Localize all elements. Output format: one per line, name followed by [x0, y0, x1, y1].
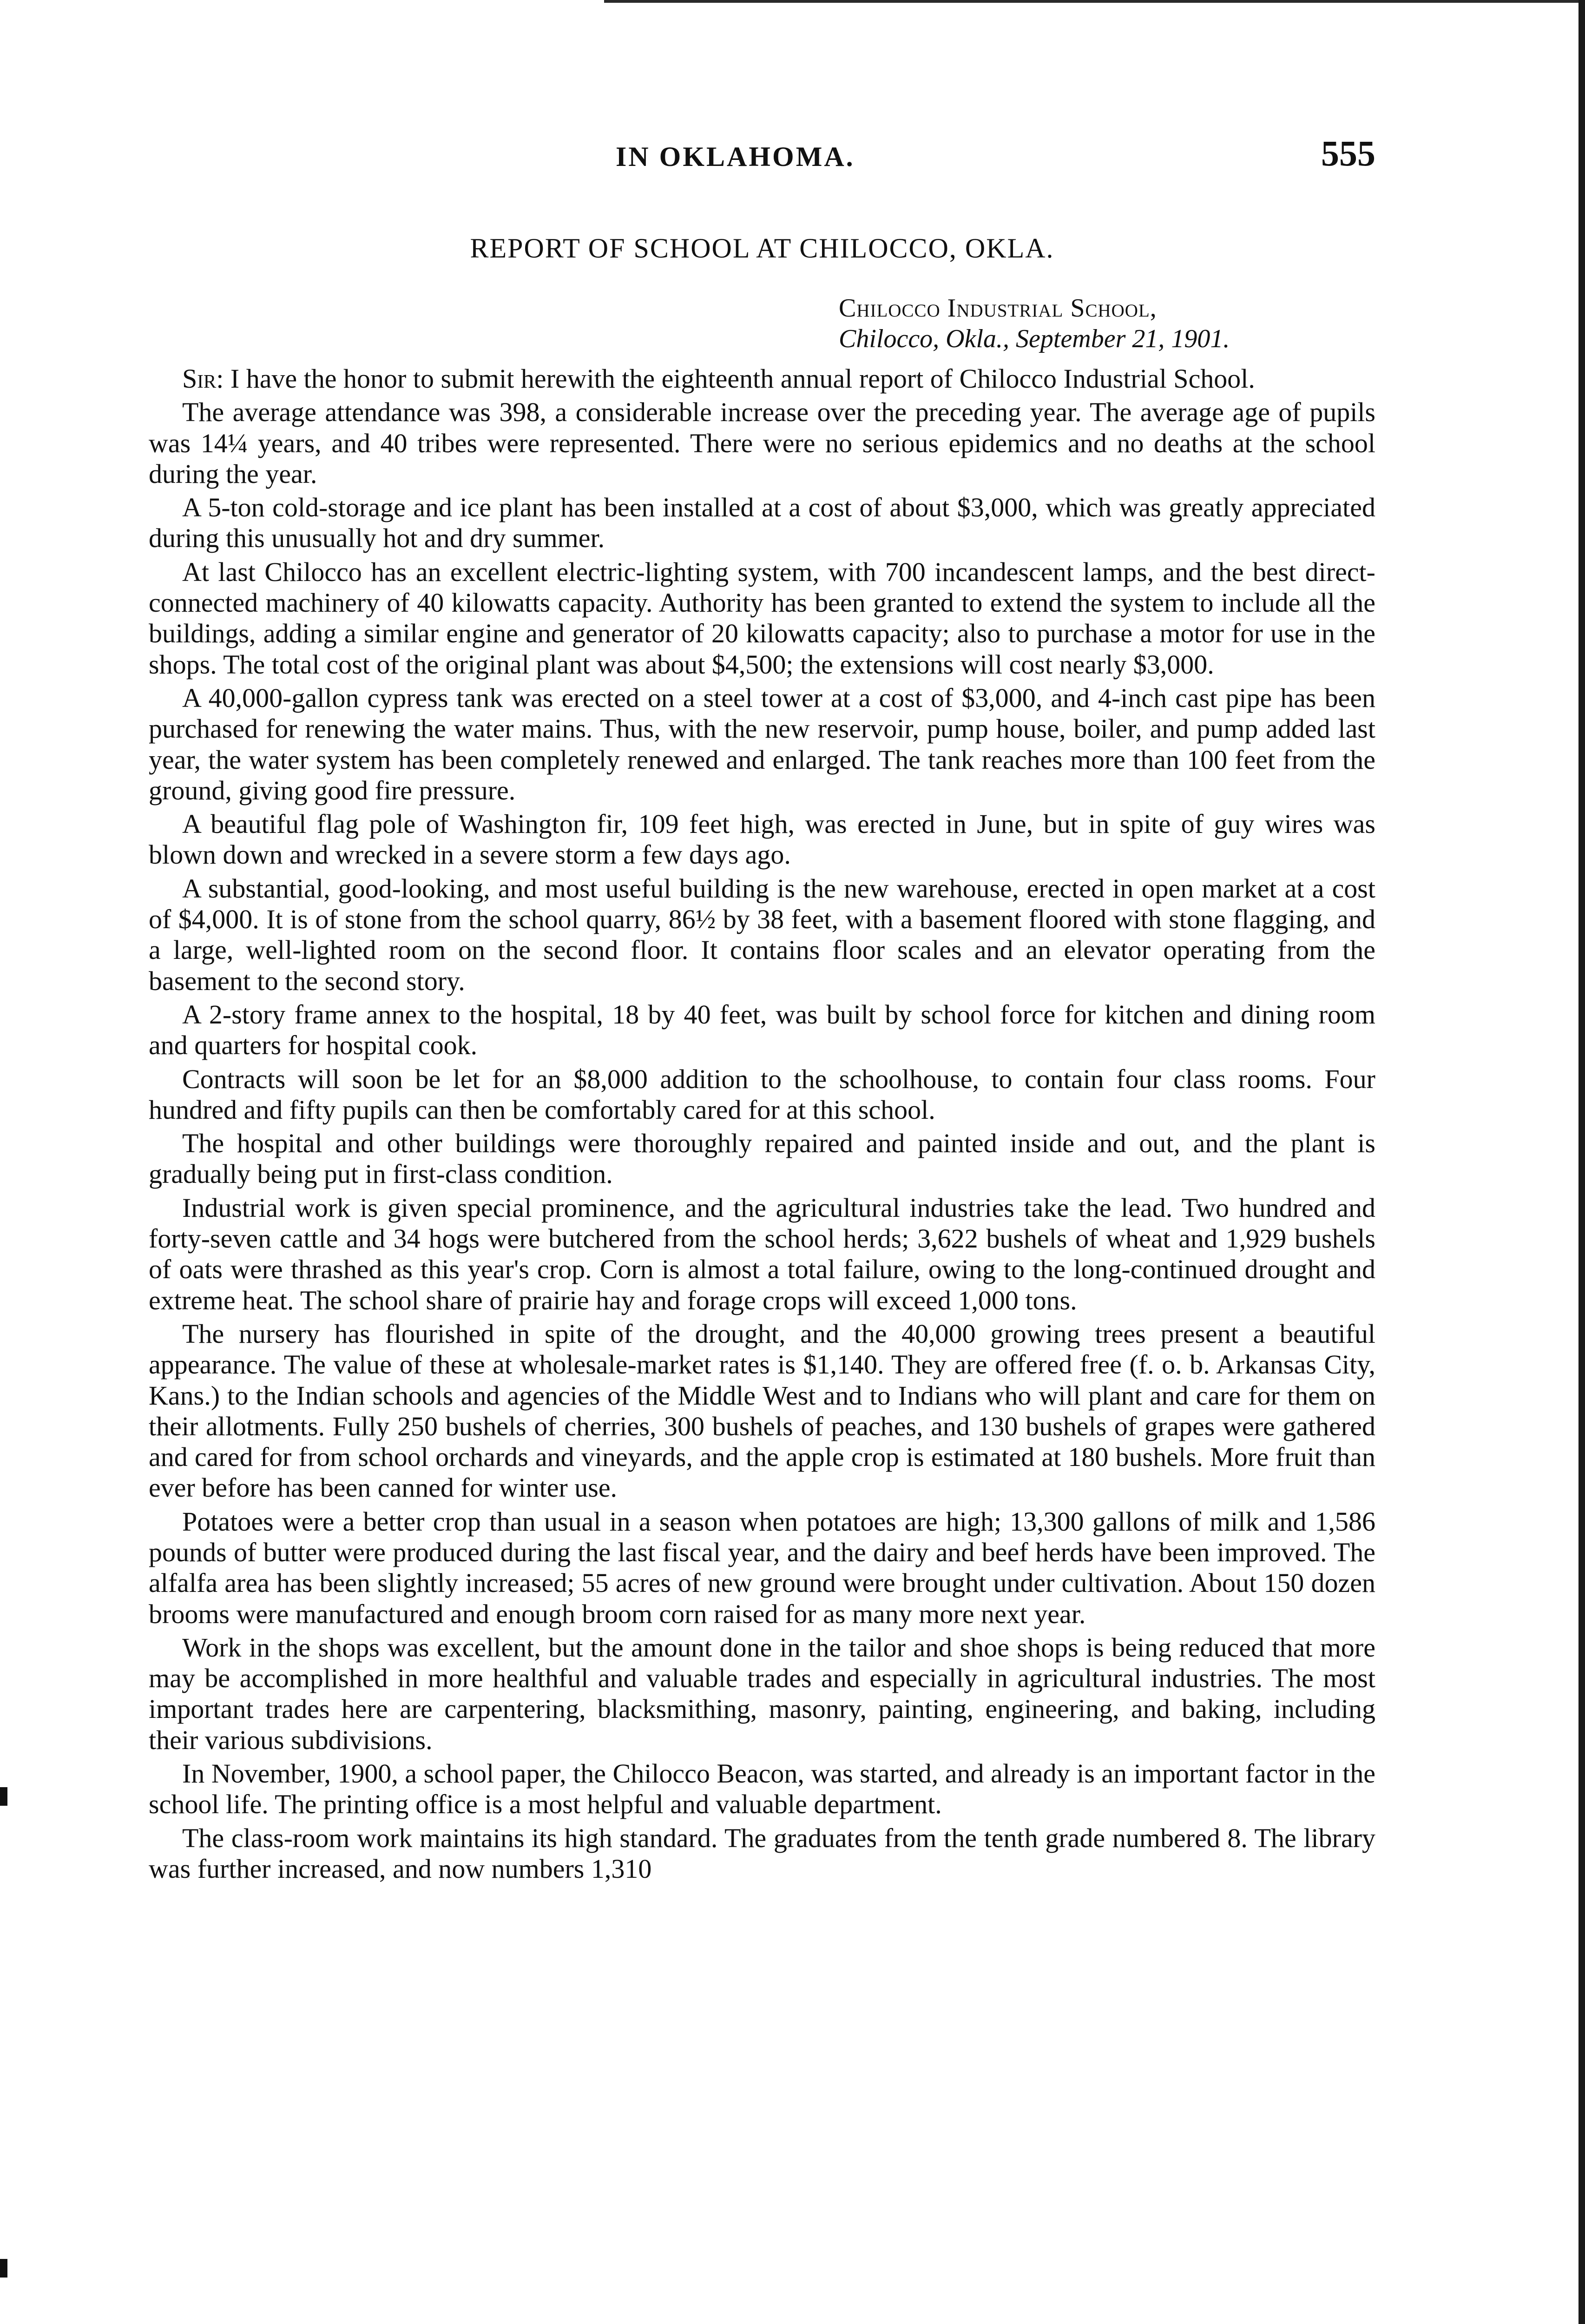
paragraph-schoolhouse-addition: Contracts will soon be let for an $8,000 addition to the schoolhouse, to contain four class rooms. Four hundred and fifty pupils can then be comfortably cared for at this school.	[149, 1063, 1375, 1125]
dateline-place-date: Chilocco, Okla., September 21, 1901.	[839, 324, 1230, 353]
page-edge-right	[1578, 0, 1585, 2324]
paragraph-hospital-annex: A 2-story frame annex to the hospital, 18 by 40 feet, was built by school force for kitchen and dining room and quarters for hospital cook.	[149, 999, 1375, 1061]
salutation-sir: Sir:	[182, 363, 224, 394]
running-head: IN OKLAHOMA.	[616, 141, 855, 172]
paragraph-potatoes-dairy: Potatoes were a better crop than usual in a season when potatoes are high; 13,300 gallons of milk and 1,586 pounds of butter were produced during the last fiscal year, and the dairy and beef herds have been improved. The alfalfa area has been slightly increased; 55 acres of new ground were brought under cultivation. About 150 dozen brooms were manufactured and enough broom corn raised for as many more next year.	[149, 1506, 1375, 1629]
scan-edge-mark	[0, 2259, 7, 2278]
report-body	[149, 363, 1375, 1887]
dateline	[839, 293, 1396, 354]
dateline-school: Chilocco Industrial School,	[839, 294, 1157, 323]
paragraph-text: I have the honor to submit herewith the eighteenth annual report of Chilocco Industrial School.	[224, 363, 1255, 394]
paragraph-flag-pole: A beautiful flag pole of Washington fir, 109 feet high, was erected in June, but in spite of guy wires was blown down and wrecked in a severe storm a few days ago.	[149, 809, 1375, 870]
paragraph-water-system: A 40,000-gallon cypress tank was erected on a steel tower at a cost of $3,000, and 4-inch cast pipe has been purchased for renewing the water mains. Thus, with the new reservoir, pump house, boiler, and pump added last year, the water system has been completely renewed and enlarged. The tank reaches more than 100 feet from the ground, giving good fire pressure.	[149, 682, 1375, 805]
paragraph-cold-storage: A 5-ton cold-storage and ice plant has been installed at a cost of about $3,000, which was greatly appreciated during this unusually hot and dry summer.	[149, 492, 1375, 554]
page-header	[149, 132, 1375, 179]
paragraph-shops: Work in the shops was excellent, but the amount done in the tailor and shoe shops is being reduced that more may be accomplished in more healthful and valuable trades and especially in agricultural industries. The most important trades here are carpentering, blacksmithing, masonry, painting, engineering, and baking, including their various subdivisions.	[149, 1632, 1375, 1755]
paragraph-school-paper: In November, 1900, a school paper, the Chilocco Beacon, was started, and already is an important factor in the school life. The printing office is a most helpful and valuable department.	[149, 1758, 1375, 1820]
page-number: 555	[1321, 133, 1375, 173]
paragraph-electric-lighting: At last Chilocco has an excellent electric-lighting system, with 700 incandescent lamps, and the best direct-connected machinery of 40 kilowatts capacity. Authority has been granted to extend the system to include all the buildings, adding a similar engine and generator of 20 kilowatts capacity; also to purchase a motor for use in the shops. The total cost of the original plant was about $4,500; the extensions will cost nearly $3,000.	[149, 556, 1375, 680]
page-edge-top	[604, 0, 1585, 3]
paragraph-class-room: The class-room work maintains its high standard. The graduates from the tenth grade numbered 8. The library was further increased, and now numbers 1,310	[149, 1822, 1375, 1884]
paragraph-repairs: The hospital and other buildings were thoroughly repaired and painted inside and out, and the plant is gradually being put in first-class condition.	[149, 1128, 1375, 1189]
paragraph-attendance: The average attendance was 398, a considerable increase over the preceding year. The average age of pupils was 14¼ years, and 40 tribes were represented. There were no serious epidemics and no deaths at the school during the year.	[149, 397, 1375, 489]
paragraph-nursery: The nursery has flourished in spite of the drought, and the 40,000 growing trees present a beautiful appearance. The value of these at wholesale-market rates is $1,140. They are offered free (f. o. b. Arkansas City, Kans.) to the Indian schools and agencies of the Middle West and to Indians who will plant and care for them on their allotments. Fully 250 bushels of cherries, 300 bushels of peaches, and 130 bushels of grapes were gathered and cared for from school orchards and vineyards, and the apple crop is estimated at 180 bushels. More fruit than ever before has been canned for winter use.	[149, 1318, 1375, 1503]
paragraph-warehouse: A substantial, good-looking, and most useful building is the new warehouse, erected in open market at a cost of $4,000. It is of stone from the school quarry, 86½ by 38 feet, with a basement floored with stone flagging, and a large, well-lighted room on the second floor. It contains floor scales and an elevator operating from the basement to the second story.	[149, 873, 1375, 996]
report-title: REPORT OF SCHOOL AT CHILOCCO, OKLA.	[470, 233, 1054, 264]
paragraph-salutation	[149, 363, 1375, 394]
scan-edge-mark	[0, 1787, 7, 1806]
paragraph-industrial-work: Industrial work is given special prominence, and the agricultural industries take the lead. Two hundred and forty-seven cattle and 34 hogs were butchered from the school herds; 3,622 bushels of wheat and 1,929 bushels of oats were thrashed as this year's crop. Corn is almost a total failure, owing to the long-continued drought and extreme heat. The school share of prairie hay and forage crops will exceed 1,000 tons.	[149, 1192, 1375, 1315]
